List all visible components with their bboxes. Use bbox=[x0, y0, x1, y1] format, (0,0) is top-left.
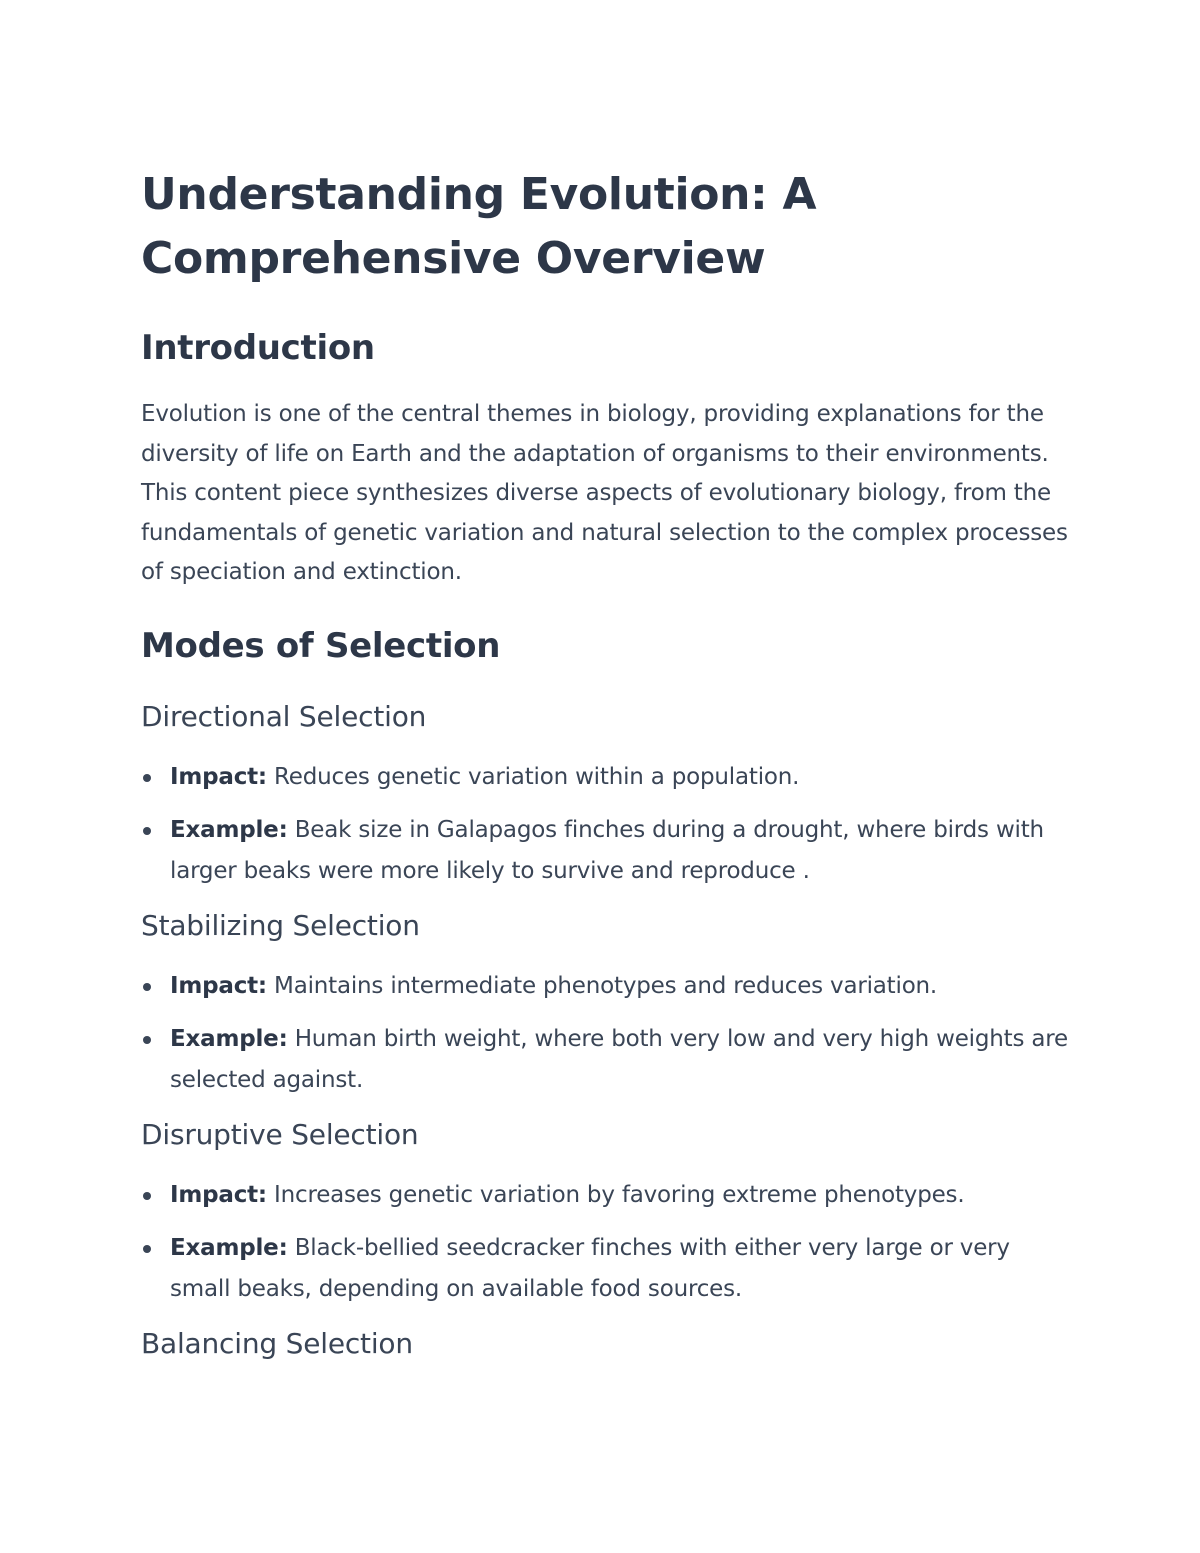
list-item bbox=[141, 966, 1071, 1007]
example-label: Example: bbox=[170, 816, 288, 843]
balancing-selection-heading: Balancing Selection bbox=[141, 1326, 413, 1360]
list-item bbox=[141, 810, 1071, 892]
list-item bbox=[141, 1228, 1071, 1310]
example-text: Beak size in Galapagos finches during a drought, where birds with larger beaks were more likely to survive and reproduce . bbox=[170, 816, 1044, 884]
example-label: Example: bbox=[170, 1025, 288, 1052]
impact-label: Impact: bbox=[170, 1181, 267, 1208]
introduction-paragraph: Evolution is one of the central themes in biology, providing explanations for the diversity of life on Earth and the adaptation of organisms to their environments. This content piece synthesizes diverse aspects of evolutionary biology, from the fundamentals of genetic variation and natural selection to the complex processes of speciation and extinction. bbox=[141, 401, 1068, 586]
document-title: Understanding Evolution: A Comprehensive Overview bbox=[141, 169, 817, 284]
list-item bbox=[141, 757, 1071, 798]
directional-selection-heading: Directional Selection bbox=[141, 699, 427, 733]
directional-selection-list bbox=[141, 757, 1071, 892]
impact-label: Impact: bbox=[170, 972, 267, 999]
modes-of-selection-heading: Modes of Selection bbox=[141, 625, 501, 666]
list-item bbox=[141, 1175, 1071, 1216]
stabilizing-selection-heading: Stabilizing Selection bbox=[141, 908, 420, 942]
document-page bbox=[141, 163, 1071, 1364]
impact-text: Maintains intermediate phenotypes and reduces variation. bbox=[266, 972, 938, 999]
disruptive-selection-heading: Disruptive Selection bbox=[141, 1117, 419, 1151]
example-label: Example: bbox=[170, 1234, 288, 1261]
impact-label: Impact: bbox=[170, 763, 267, 790]
list-item bbox=[141, 1019, 1071, 1101]
example-text: Human birth weight, where both very low and very high weights are selected against. bbox=[170, 1025, 1068, 1093]
example-text: Black-bellied seedcracker finches with either very large or very small beaks, depending on available food sources. bbox=[170, 1234, 1010, 1302]
impact-text: Reduces genetic variation within a population. bbox=[266, 763, 800, 790]
impact-text: Increases genetic variation by favoring extreme phenotypes. bbox=[266, 1181, 965, 1208]
stabilizing-selection-list bbox=[141, 966, 1071, 1101]
introduction-heading: Introduction bbox=[141, 328, 375, 368]
disruptive-selection-list bbox=[141, 1175, 1071, 1310]
